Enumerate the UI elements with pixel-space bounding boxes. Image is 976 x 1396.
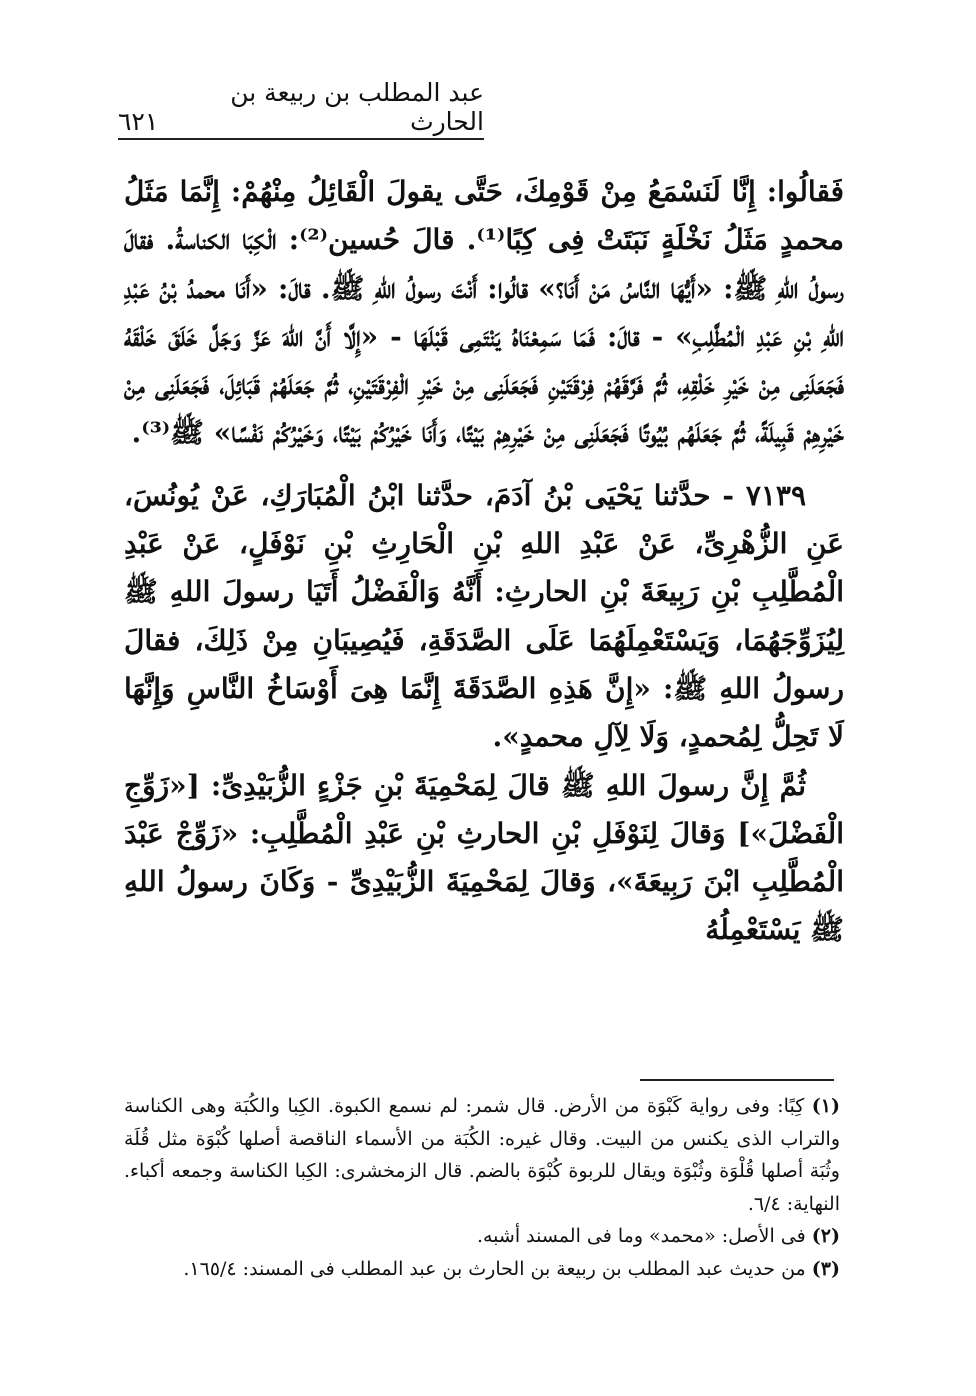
paragraph-3: ثُمَّ إِنَّ رسولَ اللهِ ﷺ قالَ لِمَحْمِيَةَ بْنِ جَزْءٍ الزُّبَيْدِىِّ: [«زَوِّجِ الْفَضْلَ»] وَقالَ لِنَوْفَلِ بْنِ الحارثِ بْنِ عَبْدِ الْمُطَّلِبِ: «زَوِّجْ عَبْدَ الْمُطَّلِبِ ابْنَ رَبِيعَةَ»، وَقالَ لِمَحْمِيَةَ الزُّبَيْدِىِّ - وَكَانَ رسولُ اللهِ ﷺ يَسْتَعْمِلُهُ: [124, 768, 844, 947]
footnote-text: كِبًا: وفى رواية كَبْوَة من الأرض. قال شمر: لم نسمع الكبوة. الكِبا والكُبَة وهى الكناسة والتراب الذى يكنس من البيت. وقال غيره: الكُبَة من الأسماء الناقصة أصلها كُبْوَة مثل قُلَة وثُبَة أصلها قُلْوَة وثُبْوَة ويقال للربوة كُبْوَة بالضم. قال الزمخشرى: الكِبا الكناسة وجمعه أكباء. النهاية: ٦/٤.: [124, 1095, 840, 1215]
footnote-number: (٢): [811, 1225, 840, 1248]
running-header: [118, 78, 484, 136]
footnote-1: [124, 1090, 840, 1220]
page-number: ٦٢١: [118, 107, 159, 136]
header-rule: [118, 138, 484, 140]
main-text: [124, 168, 844, 955]
footnote-2: [124, 1220, 840, 1253]
paragraph-1: فَقالُوا: إِنَّا لَنَسْمَعُ مِنْ قَوْمِكَ، حَتَّى يقولَ الْقَائِلُ مِنْهُمْ: إِنَّمَا مَثَلُ محمدٍ مَثَلُ نَخْلَةٍ نَبَتَتْ فِى كِبًا⁽¹⁾. قالَ حُسين⁽²⁾: الْكِبَا الكناسةُ. فقالَ رسولُ اللهِ ﷺ: «أَيُّهَا النَّاسُ مَنْ أَنَا؟» قالُوا: أَنْتَ رسولُ اللهِ ﷺ. قالَ: «أَنَا محمدُ بْنُ عَبْدِ اللهِ بْنِ عَبْدِ الْمُطَّلِبِ» - قالَ: فَمَا سَمِعْنَاهُ يَنْتَمِى قَبْلَهَا - «إِلَّا أَنَّ اللهَ عَزَّ وَجَلَّ خَلَقَ خَلْقَهُ فَجَعَلَنِى مِنْ خَيْرِ خَلْقِهِ، ثُمَّ فَرَّقَهُمْ فِرْقَتَيْنِ فَجَعَلَنِى مِنْ خَيْرِ الْفِرْقَتَيْنِ، ثُمَّ جَعَلَهُمْ قَبَائِلَ، فَجَعَلَنِى مِنْ خَيْرِهِمْ قَبِيلَةً، ثُمَّ جَعَلَهُم بُيُوتًا فَجَعَلَنِى مِنْ خَيْرِهِمْ بَيْتًا، وَأَنَا خَيْرُكُمْ بَيْتًا، وَخَيْرُكُمْ نَفْسًا» ﷺ⁽³⁾.: [124, 175, 845, 450]
footnote-number: (١): [811, 1095, 840, 1117]
footnote-rule: [640, 1079, 834, 1081]
footnote-text: من حديث عبد المطلب بن ربيعة بن الحارث بن عبد المطلب فى المسند: ١٦٥/٤.: [183, 1257, 806, 1280]
header-title: عبد المطلب بن ربيعة بن الحارث: [230, 78, 484, 136]
footnotes: [124, 1090, 840, 1286]
footnote-3: [124, 1253, 840, 1286]
footnote-text: فى الأصل: «محمد» وما فى المسند أشبه.: [476, 1225, 806, 1248]
paragraph-hadith-7139: ٧١٣٩ - حدَّثنا يَحْيَى بْنُ آدَمَ، حدَّثنا ابْنُ الْمُبَارَكِ، عَنْ يُونُسَ، عَنِ الزُّهْرِىِّ، عَنْ عَبْدِ اللهِ بْنِ الْحَارِثِ بْنِ نَوْفَلٍ، عَنْ عَبْدِ الْمُطَّلِبِ بْنِ رَبِيعَةَ بْنِ الحارثِ: أَنَّهُ وَالْفَضْلُ أَتَيَا رسولَ اللهِ ﷺ لِيُزَوِّجَهُمَا، وَيَسْتَعْمِلَهُمَا عَلَى الصَّدَقَةِ، فَيُصِيبَانِ مِنْ ذَلِكَ، فقالَ رسولُ اللهِ ﷺ: «إِنَّ هَذِهِ الصَّدَقَةَ إِنَّمَا هِىَ أَوْسَاخُ النَّاسِ وَإِنَّهَا لَا تَحِلُّ لِمُحمدٍ، وَلَا لِآلِ محمدٍ».: [124, 478, 844, 754]
footnote-number: (٣): [811, 1257, 840, 1280]
